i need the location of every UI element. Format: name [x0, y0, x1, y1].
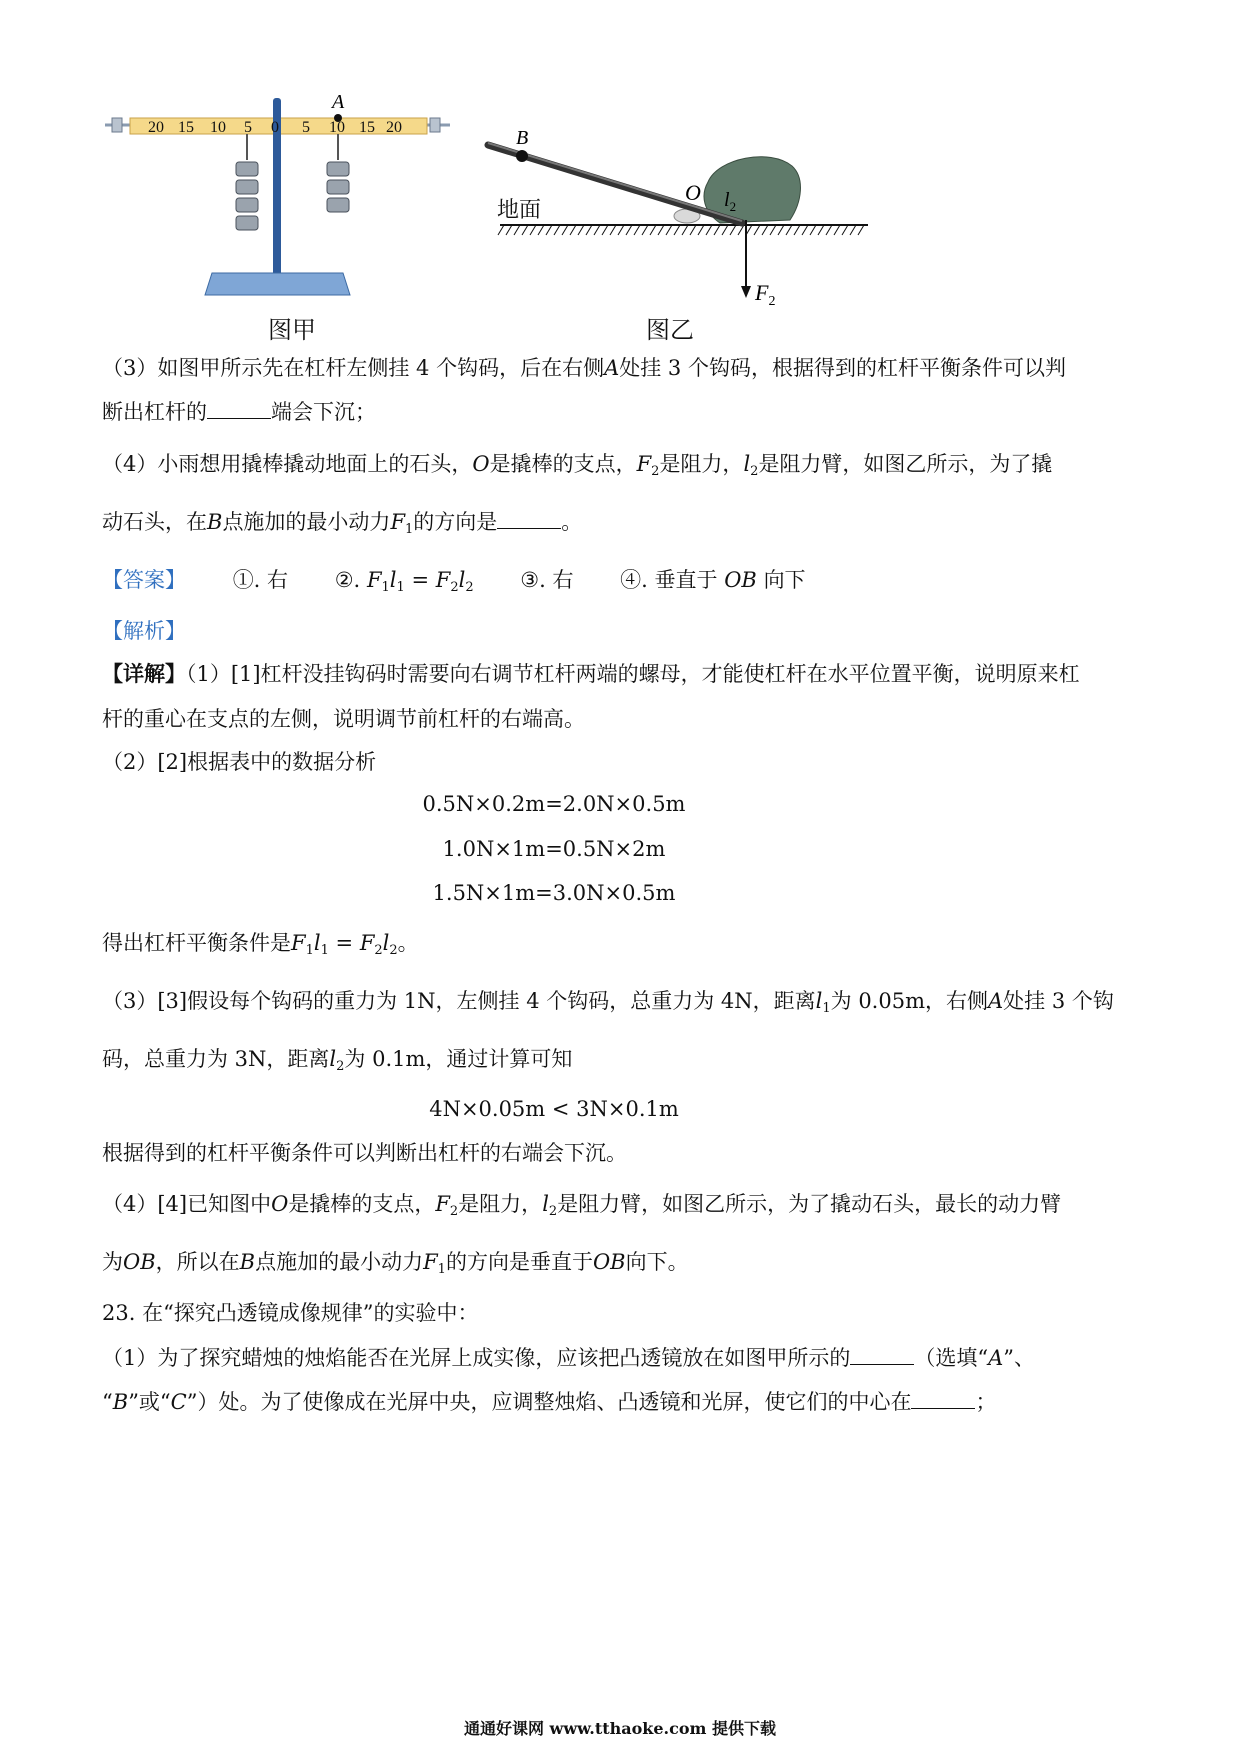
weight-block — [236, 162, 258, 176]
force-arrow-icon — [741, 286, 751, 298]
analysis-line-1: 【详解】（1）[1]杠杆没挂钩码时需要向右调节杠杆两端的螺母，才能使杠杆在水平位置平衡，说明原来杠 — [102, 661, 1080, 686]
ground-label: 地面 — [497, 198, 542, 223]
analysis-line-8: （4）[4]已知图中O是撬棒的支点，$F_2$是阻力，$l_2$是阻力臂，如图乙所示，为了撬动石头，最长的动力臂 — [102, 1192, 1062, 1219]
point-b-marker — [516, 150, 528, 162]
lever-base — [205, 273, 350, 295]
q23-line-2: “B”或“C”）处。为了使像成在光屏中央，应调整烛焰、凸透镜和光屏，使它们的中心在 ； — [102, 1390, 997, 1414]
weight-block — [327, 162, 349, 176]
scale-tick: 10 — [210, 119, 226, 136]
scale-tick: 15 — [178, 119, 194, 136]
scale-tick: 0 — [271, 119, 279, 136]
answer-blank[interactable] — [497, 510, 561, 529]
force-f2-label: $F_2$ — [755, 280, 776, 309]
answer-heading: 【答案】 — [102, 568, 186, 592]
scale-tick: 5 — [244, 119, 252, 136]
weight-block — [236, 198, 258, 212]
answer-1: ①. 右 — [232, 568, 289, 592]
weight-block — [327, 198, 349, 212]
scale-tick: 15 — [359, 119, 375, 136]
figure-jia-caption: 图甲 — [268, 316, 316, 344]
answer-3: ③. 右 — [520, 568, 574, 592]
left-weights — [236, 162, 258, 230]
answer-blank[interactable] — [850, 1346, 914, 1365]
answer-4: ④. 垂直于 OB 向下 — [620, 568, 806, 592]
ground-hatch — [498, 225, 864, 235]
point-a-label: A — [332, 91, 345, 113]
right-weights — [327, 162, 349, 212]
answer-2: ②. — [334, 568, 361, 592]
answer-blank[interactable] — [911, 1390, 975, 1409]
analysis-line-2: 杆的重心在支点的左侧，说明调节前杠杆的右端高。 — [102, 707, 585, 731]
q4-line-1: （4）小雨想用撬棒撬动地面上的石头，O是撬棒的支点，$F_2$是阻力，$l_2$是阻力臂，如图乙所示，为了撬 — [102, 452, 1053, 479]
analysis-line-3: （2）[2]根据表中的数据分析 — [102, 750, 377, 774]
weight-block — [327, 180, 349, 194]
q3-line-1: （3）如图甲所示先在杠杆左侧挂 4 个钩码，后在右侧A处挂 3 个钩码，根据得到的杠杆平衡条件可以判 — [102, 356, 1066, 380]
equation-3: 1.5N×1m=3.0N×0.5m — [432, 881, 676, 905]
analysis-line-5: （3）[3]假设每个钩码的重力为 1N，左侧挂 4 个钩码，总重力为 4N，距离$l_1$为 0.05m，右侧A处挂 3 个钩 — [102, 989, 1114, 1016]
scale-tick: 20 — [386, 119, 402, 136]
analysis-line-9: 为OB，所以在B点施加的最小动力$F_1$的方向是垂直于OB向下。 — [102, 1250, 689, 1277]
analysis-line-6: 码，总重力为 3N，距离$l_2$为 0.1m，通过计算可知 — [102, 1047, 573, 1074]
analysis-line-7: 根据得到的杠杆平衡条件可以判断出杠杆的右端会下沉。 — [102, 1141, 627, 1165]
analysis-heading: 【解析】 — [102, 619, 186, 643]
footer-credit: 通通好课网 www.tthaoke.com 提供下载 — [463, 1719, 777, 1738]
point-b-label: B — [516, 127, 529, 149]
analysis-line-4: 得出杠杆平衡条件是$F_1l_1 = F_2l_2$。 — [102, 931, 419, 958]
equation-1: 0.5N×0.2m=2.0N×0.5m — [422, 792, 686, 816]
figure-yi-caption: 图乙 — [646, 316, 694, 344]
q23-title: 23. 在“探究凸透镜成像规律”的实验中： — [102, 1301, 479, 1325]
answer-line: 【答案】 ①. 右 ②. $F_1l_1 = F_2l_2$ ③. 右 ④. 垂直于 OB 向下 — [102, 568, 806, 595]
q4-line-2: 动石头，在B点施加的最小动力$F_1$的方向是 。 — [102, 510, 583, 537]
equation-2: 1.0N×1m=0.5N×2m — [442, 837, 666, 861]
weight-block — [236, 180, 258, 194]
answer-blank[interactable] — [207, 400, 271, 419]
equation-4: 4N×0.05m < 3N×0.1m — [429, 1097, 679, 1121]
q23-line-1: （1）为了探究蜡烛的烛焰能否在光屏上成实像，应该把凸透镜放在如图甲所示的 （选填“A”、 — [102, 1346, 1036, 1370]
scale-tick: 10 — [329, 119, 345, 136]
scale-tick: 5 — [302, 119, 310, 136]
point-o-label: O — [685, 180, 701, 205]
weight-block — [236, 216, 258, 230]
scale-tick: 20 — [148, 119, 164, 136]
q3-line-2: 断出杠杆的 端会下沉； — [102, 400, 376, 424]
arm-l2-label: $l_2$ — [724, 189, 737, 214]
